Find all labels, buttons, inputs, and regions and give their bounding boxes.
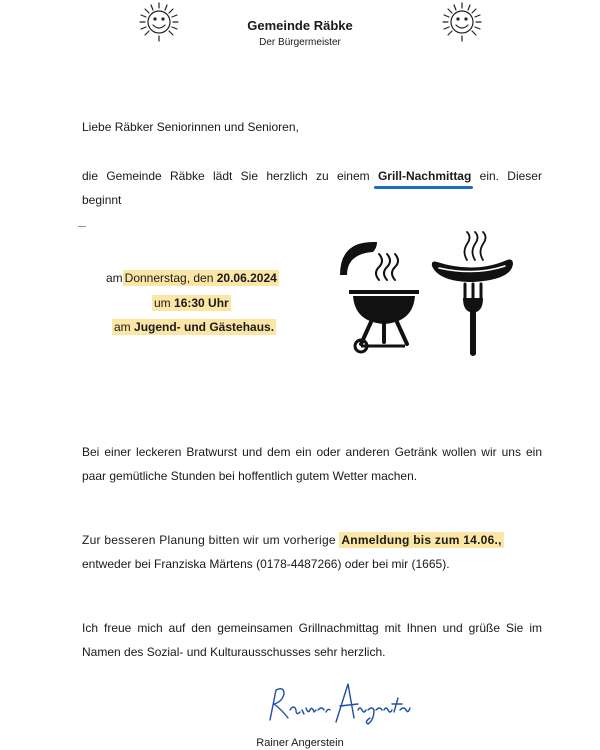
intro-line-1 [82, 164, 542, 188]
event-place-highlight [112, 319, 276, 335]
org-name: Gemeinde Räbke [247, 18, 353, 33]
event-date-line [106, 271, 279, 285]
event-day: Donnerstag, den [124, 271, 214, 285]
event-date-highlight [123, 270, 279, 286]
event-place: Jugend- und Gästehaus. [134, 320, 275, 334]
event-time-line [152, 296, 231, 310]
scan-mark [78, 226, 86, 227]
event-time-highlight [152, 295, 231, 311]
grill-nachmittag-text: Grill-Nachmittag [377, 169, 472, 183]
planning-text-before: Zur besseren Planung bitten wir um vorherige [82, 533, 336, 547]
event-place-prefix: am [114, 320, 131, 334]
planning-line-2: entweder bei Franziska Märtens (0178-4487266) oder bei mir (1665). [82, 557, 450, 571]
planning-comma: , [498, 533, 502, 547]
event-am: am [106, 271, 123, 285]
intro-line-2: beginnt [82, 193, 122, 207]
grill-nachmittag-term [378, 169, 471, 183]
signature [262, 680, 412, 728]
org-role: Der Bürgermeister [259, 37, 341, 48]
event-time: 16:30 Uhr [174, 296, 229, 310]
bratwurst-line-2: paar gemütliche Stunden bei hoffentlich gutem Wetter machen. [82, 469, 418, 483]
planning-line-1 [82, 528, 542, 552]
registration-deadline-text: Anmeldung bis zum 14.06. [341, 533, 499, 547]
intro-text-after: ein. Dieser [479, 169, 542, 183]
closing-line-2: Namen des Sozial- und Kulturausschusses sehr herzlich. [82, 645, 386, 659]
registration-deadline [339, 532, 503, 548]
event-date: 20.06.2024 [216, 271, 277, 285]
event-time-prefix: um [154, 296, 171, 310]
event-place-line [112, 320, 276, 334]
letterhead [0, 18, 600, 48]
sausage-fork-icon [432, 232, 513, 356]
signer-name: Rainer Angerstein [256, 737, 344, 749]
grill-icon [340, 242, 419, 352]
intro-text-before: die Gemeinde Räbke lädt Sie herzlich zu einem [82, 169, 370, 183]
salutation: Liebe Räbker Seniorinnen und Senioren, [82, 120, 299, 134]
closing-line-1: Ich freue mich auf den gemeinsamen Grillnachmittag mit Ihnen und grüße Sie im [82, 621, 542, 635]
bratwurst-line-1: Bei einer leckeren Bratwurst und dem ein oder anderen Getränk wollen wir uns ein [82, 445, 542, 459]
barbecue-illustration [335, 230, 515, 360]
